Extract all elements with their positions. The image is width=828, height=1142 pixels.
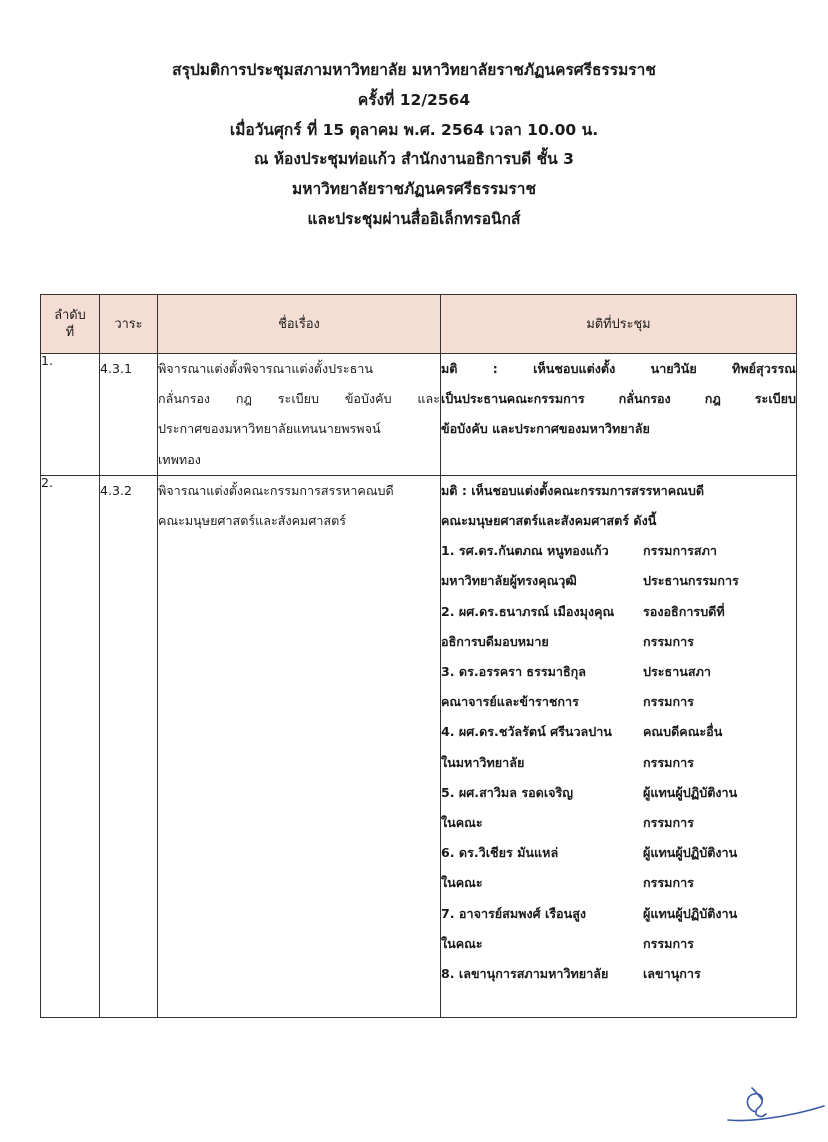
col-header-no-line2: ที่ [65,325,75,340]
committee-member-line [441,808,796,838]
header-line-1: สรุปมติการประชุมสภามหาวิทยาลัย มหาวิทยาลัยราชภัฏนครศรีธรรมราช [172,61,656,79]
header-line-4: ณ ห้องประชุมท่อแก้ว สำนักงานอธิการบดี ชั้น 3 [254,150,574,169]
row-subject [158,354,441,476]
row-subject [158,475,441,1017]
member-name: 4. ผศ.ดร.ชวัลรัตน์ ศรีนวลปาน [441,724,612,740]
col-header-no-line1: ลำดับ [54,308,86,323]
header-line-6: และประชุมผ่านสื่ออิเล็กทรอนิกส์ [307,209,521,228]
row-agenda: 4.3.2 [100,475,158,1017]
subject-line: พิจารณาแต่งตั้งคณะกรรมการสรรหาคณบดี [158,482,394,498]
resolution-line: เป็นประธานคณะกรรมการ กลั่นกรอง กฎ ระเบียบ [441,391,796,407]
col-header-resolution: มติที่ประชุม [441,295,797,354]
subject-line: คณะมนุษยศาสตร์และสังคมศาสตร์ [158,513,347,529]
resolution-line: คณะมนุษยศาสตร์และสังคมศาสตร์ ดังนี้ [441,513,657,529]
member-name: 6. ดร.วิเชียร มันแหล่ [441,845,559,861]
member-name: 5. ผศ.สาวิมล รอดเจริญ [441,784,574,800]
committee-member-line [441,597,796,627]
member-role: กรรมการ [643,694,694,710]
member-role: รองอธิการบดีที่ [643,603,725,619]
committee-member-line [441,899,796,929]
header-line-2: ครั้งที่ 12/2564 [357,90,471,109]
member-role: ผู้แทนผู้ปฏิบัติงาน [643,845,738,861]
member-role: กรรมการ [643,633,694,649]
col-header-subject: ชื่อเรื่อง [158,295,441,354]
committee-member-line [441,536,796,566]
committee-member-line [441,868,796,898]
member-name: คณาจารย์และข้าราชการ [441,694,579,710]
committee-member-line [441,929,796,959]
member-name: ในคณะ [441,875,483,891]
row-no: 1. [41,354,100,476]
committee-member-line [441,627,796,657]
table-row [41,475,797,1017]
row-resolution [441,354,797,476]
table-row [41,354,797,476]
col-header-agenda: วาระ [100,295,158,354]
member-role: ผู้แทนผู้ปฏิบัติงาน [643,905,738,921]
committee-member-list [441,536,796,989]
member-role: ผู้แทนผู้ปฏิบัติงาน [643,784,738,800]
member-role: กรรมการ [643,815,694,831]
subject-line: ประกาศของมหาวิทยาลัยแทนนายพรพจน์ [158,421,381,437]
member-role: ประธานกรรมการ [643,573,739,589]
header-line-3: เมื่อวันศุกร์ ที่ 15 ตุลาคม พ.ศ. 2564 เวลา 10.00 น. [229,120,599,139]
member-role: ประธานสภา [643,664,711,680]
subject-line: พิจารณาแต่งตั้งพิจารณาแต่งตั้งประธาน [158,361,373,376]
document-header [40,56,788,235]
row-resolution [441,475,797,1017]
committee-member-line [441,748,796,778]
table-header-row [41,295,797,354]
resolution-line: มติ : เห็นชอบแต่งตั้ง นายวินัย ทิพย์สุวรรณ [441,361,796,376]
member-name: อธิการบดีมอบหมาย [441,633,549,649]
resolution-line: ข้อบังคับ และประกาศของมหาวิทยาลัย [441,421,650,437]
member-name: 8. เลขานุการสภามหาวิทยาลัย [441,966,609,982]
col-header-no [41,295,100,354]
subject-line: เทพทอง [158,451,201,467]
member-role: กรรมการ [643,754,694,770]
member-name: ในคณะ [441,935,483,951]
committee-member-line [441,717,796,747]
committee-member-line [441,566,796,596]
member-name: 1. รศ.ดร.กันตภณ หนูทองแก้ว [441,543,609,559]
member-name: ในคณะ [441,815,483,831]
row-no: 2. [41,475,100,1017]
member-role: กรรมการสภา [643,543,717,559]
subject-line: กลั่นกรอง กฎ ระเบียบ ข้อบังคับ และ [158,391,440,407]
member-role: กรรมการ [643,875,694,891]
resolution-line: มติ : เห็นชอบแต่งตั้งคณะกรรมการสรรหาคณบดี [441,482,705,498]
committee-member-line [441,657,796,687]
committee-member-line [441,838,796,868]
committee-member-line [441,778,796,808]
member-name: 7. อาจารย์สมพงศ์ เรือนสูง [441,905,587,921]
member-role: เลขานุการ [643,966,701,982]
member-role: คณบดีคณะอื่น [643,724,723,740]
signature [726,1076,826,1136]
member-name: 2. ผศ.ดร.ธนาภรณ์ เมืองมุงคุณ [441,603,615,619]
member-name: ในมหาวิทยาลัย [441,754,525,770]
header-line-5: มหาวิทยาลัยราชภัฏนครศรีธรรมราช [292,180,536,199]
resolutions-table [40,294,797,1018]
committee-member-line [441,687,796,717]
member-name: 3. ดร.อรรครา ธรรมาธิกุล [441,664,587,680]
member-role: กรรมการ [643,935,694,951]
committee-member-line [441,959,796,989]
row-agenda: 4.3.1 [100,354,158,476]
member-name: มหาวิทยาลัยผู้ทรงคุณวุฒิ [441,573,577,589]
